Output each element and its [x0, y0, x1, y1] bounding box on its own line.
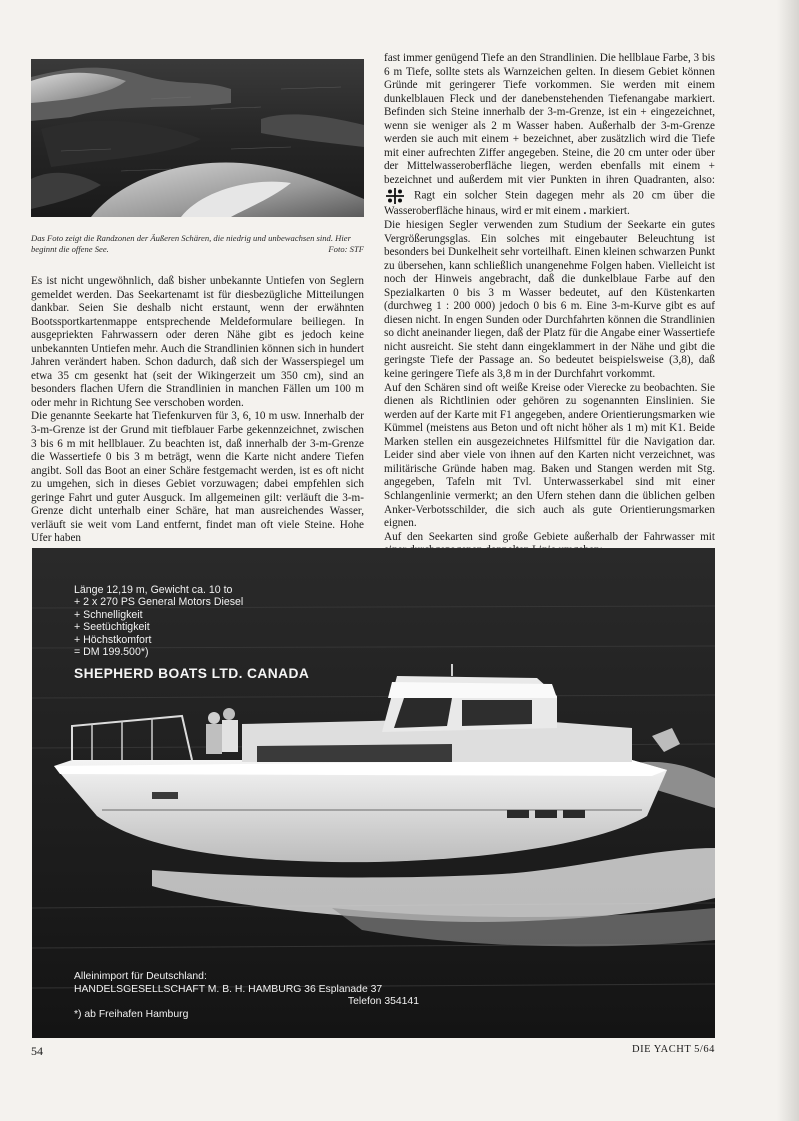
article-paragraph: Die hiesigen Segler verwenden zum Studium der Seekarte ein gutes Vergrößerungsglas. Ein solches mit eingebauter Beleuchtung ist besonders bei Dunkelheit sehr vorteilhaft. Einen kleinen schwarzen Punkt zu übersehen, kann schließlich unangenehme Folgen haben. Vielleicht ist noch der Hinweis angebracht, daß die dunkelblaue Farbe auf den Spezialkarten 0 bis 3 m Wasser bedeutet, auf den Küstenkarten (durchweg 1 : 200 000) jedoch 0 bis 6 m. Eine 3-m-Kurve gibt es auf diesen nicht. In engen Sunden oder Durchfahrten können die Strandlinien so dicht aneinander liegen, daß der Platz für die Angabe einer Wassertiefe nicht ausreicht. Sie steht dann eingeklammert in der Nähe und gibt die geringste Tiefe der Passage an. So bedeutet beispielsweise (3,8), daß keine geringere Tiefe als 3,8 m in der Durchfahrt vorkommt. [384, 219, 715, 381]
ad-spec-line: + 2 x 270 PS General Motors Diesel [74, 596, 244, 609]
ad-import-label: Alleinimport für Deutschland: [74, 971, 207, 982]
magazine-issue: DIE YACHT 5/64 [632, 1044, 715, 1055]
ad-spec-line: + Schnelligkeit [74, 608, 143, 621]
ad-spec-line: + Seetüchtigkeit [74, 621, 150, 634]
photo-credit: Foto: STF [328, 244, 364, 254]
ad-spec-line: = DM 199.500*) [74, 646, 149, 659]
ad-brand-name: SHEPHERD BOATS LTD. CANADA [74, 666, 310, 681]
ad-telephone: Telefon 354141 [347, 996, 419, 1008]
photo-caption [31, 233, 364, 255]
skerries-photo [31, 59, 364, 217]
article-paragraph [384, 52, 715, 219]
ad-footnote: *) ab Freihafen Hamburg [74, 1008, 189, 1020]
article-paragraph: Die genannte Seekarte hat Tiefenkurven für 3, 6, 10 m usw. Innerhalb der 3-m-Grenze ist der Grund mit tiefblauer Farbe gekennzeichnet, zwischen 3 bis 6 m mit hellblauer. Zu beachten ist, daß innerhalb der 3-m-Grenze die Wassertiefe 0 bis 3 m beträgt, wenn die Karte nicht andere Tiefen angibt. Soll das Boot an einer Schäre festgemacht werden, ist es oft nicht zu umgehen, sich in dieses Gebiet vorzuwagen; dabei empfehlen sich geringe Fahrt und guter Ausguck. Im allgemeinen gilt: verläuft die 3-m-Grenze dicht unterhalb einer Schäre, hat man ausreichendes Wasser, verläuft sie weit vom Land entfernt, findet man oft viele Steine. Hohe Ufer haben [31, 410, 364, 545]
article-paragraph: Auf den Seekarten sind große Gebiete außerhalb der Fahrwasser mit [384, 530, 715, 543]
ad-spec-line: Länge 12,19 m, Gewicht ca. 10 to [74, 584, 233, 596]
shepherd-boats-advertisement [32, 548, 715, 1038]
article-text: Ragt ein solcher Stein dagegen mehr als 20 cm über die Wasseroberfläche hinaus, wird er mit einem [384, 190, 715, 218]
ad-spec-line: + Höchstkomfort [74, 633, 152, 646]
photo-caption-text: Das Foto zeigt die Randzonen der Äußeren Schären, die niedrig und unbewachsen sind. Hier beginnt die offene See. [31, 233, 351, 254]
ad-specifications [74, 584, 243, 658]
article-right-column [384, 52, 715, 558]
article-left-column [31, 275, 364, 546]
article-text: markiert. [589, 205, 630, 218]
stone-dot-symbol: . [583, 205, 587, 218]
page-number: 54 [31, 1044, 43, 1058]
stone-four-dots-symbol [384, 187, 406, 205]
article-paragraph: Auf den Schären sind oft weiße Kreise oder Vierecke zu beobachten. Sie dienen als Richtlinien oder gehören zu sogenannten Einslinien. Sie werden auf der Karte mit F1 angegeben, andere Orientierungsmarken wie Kümmel (meistens aus Beton und oft nicht höher als 1 m) mit K1. Beide Marken stellen ein ausgezeichnetes Hilfsmittel für die Navigation dar. Leider sind aber viele von ihnen auf den Karten nicht verzeichnet, was militärische Gründe haben mag. Baken und Stangen werden mit Stg. angegeben, Tafeln mit Tvl. Unterwasserkabel sind mit einer Schlangenlinie vermerkt; an den Ufern stehen dann die üblichen gelben Anker-Verbotsschilder, die sich auch als gute Orientierungsmarken eignen. [384, 381, 715, 530]
article-paragraph: Es ist nicht ungewöhnlich, daß bisher unbekannte Untiefen von Seglern gemeldet werden. Das Seekartenamt ist für diesbezügliche Mitteilungen dankbar. Seien Sie deshalb nicht erstaunt, wenn der erwähnten Bootssportkartenmappe entsprechende Meldeformulare beiliegen. In ausgepriekten Fahrwassern oder deren Nähe gibt es jedoch keine unbekannten Untiefen mehr. Auch die Strandlinien können sich in hundert Jahren verändert haben. Schon dadurch, daß sich der Wasserspiegel um etwa 35 cm gesenkt hat (seit der Wikingerzeit um 350 cm), sind an besonders flachen Ufern die Strandlinien in manchen Fällen um 100 m oder mehr in Richtung See verschoben worden. [31, 275, 364, 409]
article-text: fast immer genügend Tiefe an den Strandlinien. Die hellblaue Farbe, 3 bis 6 m Tiefe, sollte stets als Warnzeichen gelten. In diesem Gebiet können Gründe mit geringerer Tiefe vorkommen. Sie werden mit einem dunkelblauen Fleck und der danebenstehenden Tiefenangabe markiert. Befinden sich Steine innerhalb der 3-m-Grenze, ist ein + eingezeichnet, wenn sie weniger als 2 m Wasser haben. Außerhalb der 3-m-Grenze werden sie auch mit einem + bezeichnet, aber zusätzlich wird die Tiefe mit einer aufrechten Ziffer angegeben. Steine, die 20 cm unter oder über der Mittelwasseroberfläche liegen, werden ebenfalls mit einem + bezeichnet und außerdem mit vier Punkten in ihren Quadranten, also: [384, 52, 715, 186]
page-edge-shadow [777, 0, 799, 1121]
ad-importer-address: HANDELSGESELLSCHAFT M. B. H. HAMBURG 36 Esplanade 37 [74, 983, 383, 995]
ad-importer-info [74, 971, 419, 1021]
